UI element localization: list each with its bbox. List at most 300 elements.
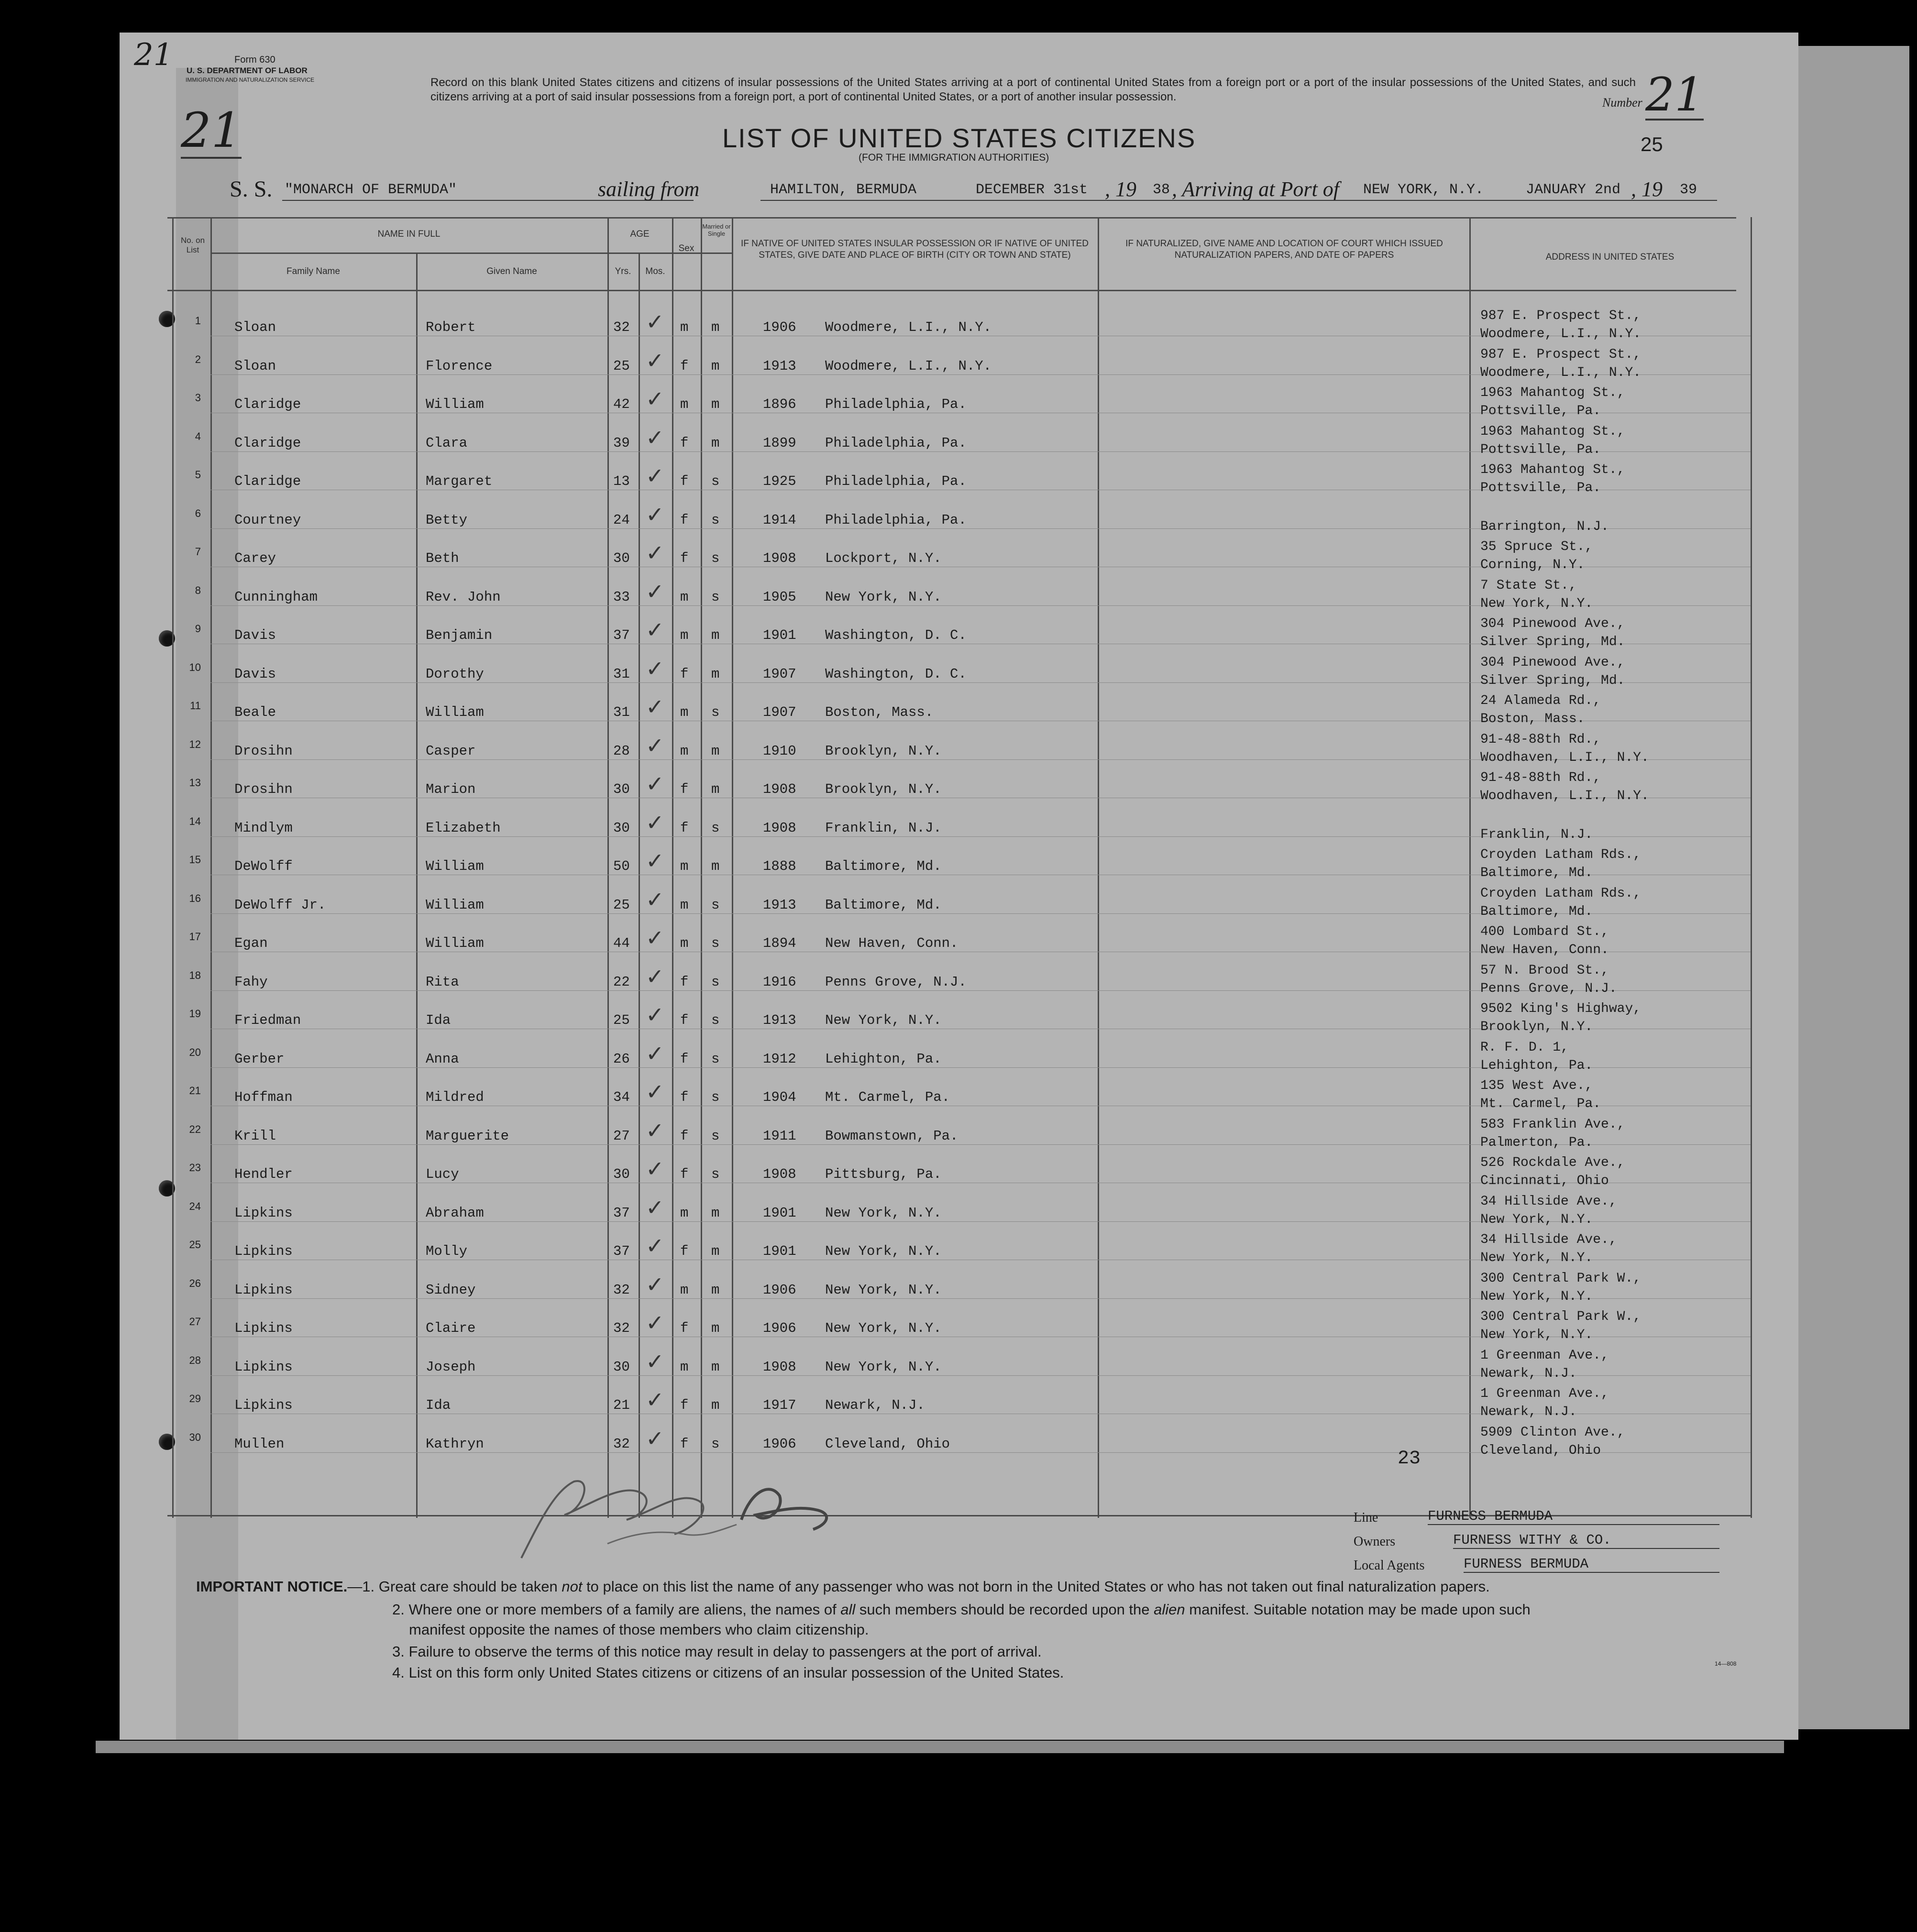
marital-status: m <box>711 781 720 797</box>
line-value: FURNESS BERMUDA <box>1428 1508 1719 1525</box>
birth-place: New York, N.Y. <box>825 1205 942 1221</box>
header-married-single: Married or Single <box>702 223 731 237</box>
given-name: Casper <box>426 743 476 759</box>
birth-place: Lockport, N.Y. <box>825 550 942 566</box>
address-street: 34 Hillside Ave., <box>1480 1194 1617 1209</box>
birth-place: New Haven, Conn. <box>825 935 958 951</box>
sex: f <box>680 974 689 990</box>
sex: m <box>680 743 689 759</box>
row-number: 6 <box>195 507 201 519</box>
age-years: 31 <box>613 666 630 682</box>
address-street: 1963 Mahantog St., <box>1480 424 1625 439</box>
birth-place: Mt. Carmel, Pa. <box>825 1089 950 1105</box>
notice-title: IMPORTANT NOTICE. <box>196 1578 348 1595</box>
family-name: Davis <box>234 666 276 682</box>
age-years: 26 <box>613 1051 630 1067</box>
birth-place: Woodmere, L.I., N.Y. <box>825 319 992 335</box>
address-street: 300 Central Park W., <box>1480 1309 1642 1324</box>
marital-status: s <box>711 935 720 951</box>
address-street: 400 Lombard St., <box>1480 924 1609 939</box>
age-years: 50 <box>613 858 630 874</box>
address-city: Pottsville, Pa. <box>1480 481 1601 495</box>
birth-year: 1904 <box>763 1089 796 1105</box>
birth-year: 1912 <box>763 1051 796 1067</box>
print-code: 14—808 <box>1715 1660 1737 1667</box>
address-city: Mt. Carmel, Pa. <box>1480 1097 1601 1111</box>
age-years: 32 <box>613 1320 630 1336</box>
address-street: 9502 King's Highway, <box>1480 1001 1642 1016</box>
age-years: 44 <box>613 935 630 951</box>
address-street: 91-48-88th Rd., <box>1480 732 1601 747</box>
family-name: Lipkins <box>234 1243 293 1259</box>
notice-item-3: 3. Failure to observe the terms of this notice may result in delay to passengers at the port of arrival. <box>392 1643 1042 1660</box>
birth-year: 1894 <box>763 935 796 951</box>
birth-year: 1914 <box>763 512 796 528</box>
birth-place: Newark, N.J. <box>825 1397 925 1413</box>
age-years: 39 <box>613 435 630 451</box>
sex: f <box>680 1012 689 1028</box>
address-street: 987 E. Prospect St., <box>1480 308 1642 323</box>
address-street: 987 E. Prospect St., <box>1480 347 1642 362</box>
age-years: 34 <box>613 1089 630 1105</box>
handwritten-page-number-small: 21 <box>134 37 173 73</box>
birth-place: Franklin, N.J. <box>825 820 942 836</box>
owners-value: FURNESS WITHY & CO. <box>1453 1532 1719 1549</box>
sailing-from-label: sailing from <box>598 177 700 201</box>
service: IMMIGRATION AND NATURALIZATION SERVICE <box>186 77 315 83</box>
age-years: 31 <box>613 704 630 720</box>
department: U. S. DEPARTMENT OF LABOR <box>187 66 308 75</box>
row-number: 9 <box>195 623 201 635</box>
given-name: Sidney <box>426 1282 476 1298</box>
address-street: 35 Spruce St., <box>1480 539 1593 554</box>
row-number: 27 <box>189 1316 201 1328</box>
birth-year: 1908 <box>763 820 796 836</box>
manifest-page <box>120 33 1798 1740</box>
given-name: Clara <box>426 435 468 451</box>
address-street: 1963 Mahantog St., <box>1480 385 1625 400</box>
check-mark-icon: ✓ <box>646 732 664 758</box>
birth-year: 1901 <box>763 627 796 643</box>
arrive-year: 39 <box>1680 182 1697 198</box>
address-city: Penns Grove, N.J. <box>1480 981 1617 996</box>
given-name: Betty <box>426 512 468 528</box>
age-years: 37 <box>613 1243 630 1259</box>
check-mark-icon: ✓ <box>646 463 664 489</box>
marital-status: s <box>711 704 720 720</box>
birth-place: Washington, D. C. <box>825 666 967 682</box>
marital-status: m <box>711 435 720 451</box>
notice-item-2-continued: manifest opposite the names of those members who claim citizenship. <box>409 1621 869 1638</box>
marital-status: m <box>711 1320 720 1336</box>
port-of-departure: HAMILTON, BERMUDA <box>770 182 917 198</box>
address-street: 300 Central Park W., <box>1480 1271 1642 1286</box>
check-mark-icon: ✓ <box>646 655 664 681</box>
address-city: New Haven, Conn. <box>1480 943 1609 957</box>
row-number: 14 <box>189 815 201 827</box>
row-number: 1 <box>195 315 201 327</box>
sex: m <box>680 319 689 335</box>
address-street: 5909 Clinton Ave., <box>1480 1425 1625 1440</box>
check-mark-icon: ✓ <box>646 1348 664 1374</box>
age-years: 30 <box>613 1359 630 1375</box>
check-mark-icon: ✓ <box>646 1156 664 1182</box>
marital-status: s <box>711 1128 720 1144</box>
row-number: 20 <box>189 1046 201 1058</box>
address-city: New York, N.Y. <box>1480 1212 1593 1227</box>
family-name: Sloan <box>234 358 276 374</box>
marital-status: s <box>711 1012 720 1028</box>
family-name: Carey <box>234 550 276 566</box>
birth-place: Philadelphia, Pa. <box>825 396 967 412</box>
marital-status: s <box>711 550 720 566</box>
given-name: Elizabeth <box>426 820 501 836</box>
check-mark-icon: ✓ <box>646 771 664 797</box>
header-naturalized: IF NATURALIZED, GIVE NAME AND LOCATION OF COURT WHICH ISSUED NATURALIZATION PAPERS, AND DATE OF PAPERS <box>1125 239 1443 260</box>
family-name: Hendler <box>234 1166 293 1182</box>
family-name: Lipkins <box>234 1397 293 1413</box>
birth-year: 1901 <box>763 1205 796 1221</box>
address-street: 57 N. Brood St., <box>1480 963 1609 978</box>
check-mark-icon: ✓ <box>646 540 664 566</box>
birth-place: Philadelphia, Pa. <box>825 473 967 489</box>
address-city: Barrington, N.J. <box>1480 519 1609 534</box>
check-mark-icon: ✓ <box>646 1425 664 1451</box>
given-name: Rev. John <box>426 589 501 605</box>
check-mark-icon: ✓ <box>646 1271 664 1297</box>
birth-year: 1906 <box>763 1320 796 1336</box>
birth-year: 1901 <box>763 1243 796 1259</box>
birth-year: 1908 <box>763 550 796 566</box>
check-mark-icon: ✓ <box>646 309 664 335</box>
given-name: Joseph <box>426 1359 476 1375</box>
age-years: 25 <box>613 358 630 374</box>
birth-year: 1913 <box>763 358 796 374</box>
family-name: Egan <box>234 935 268 951</box>
check-mark-icon: ✓ <box>646 1117 664 1143</box>
birth-place: Pittsburg, Pa. <box>825 1166 942 1182</box>
address-city: Newark, N.J. <box>1480 1405 1577 1419</box>
marital-status: m <box>711 627 720 643</box>
age-years: 27 <box>613 1128 630 1144</box>
address-city: Woodhaven, L.I., N.Y. <box>1480 750 1649 765</box>
family-name: Fahy <box>234 974 268 990</box>
address-city: Cincinnati, Ohio <box>1480 1174 1609 1188</box>
marital-status: s <box>711 974 720 990</box>
sex: f <box>680 512 689 528</box>
marital-status: s <box>711 512 720 528</box>
sex: m <box>680 858 689 874</box>
sex: m <box>680 704 689 720</box>
check-mark-icon: ✓ <box>646 925 664 951</box>
address-city: New York, N.Y. <box>1480 596 1593 611</box>
address-city: Franklin, N.J. <box>1480 827 1593 842</box>
row-number: 28 <box>189 1354 201 1366</box>
age-years: 33 <box>613 589 630 605</box>
sex: m <box>680 1205 689 1221</box>
given-name: Florence <box>426 358 493 374</box>
birth-year: 1899 <box>763 435 796 451</box>
marital-status: s <box>711 897 720 913</box>
birth-place: Cleveland, Ohio <box>825 1436 950 1452</box>
ship-name: "MONARCH OF BERMUDA" <box>285 182 457 198</box>
marital-status: m <box>711 1243 720 1259</box>
row-number: 7 <box>195 546 201 558</box>
row-number: 2 <box>195 353 201 365</box>
address-city: Silver Spring, Md. <box>1480 673 1625 688</box>
sex: m <box>680 589 689 605</box>
birth-year: 1913 <box>763 897 796 913</box>
sex: f <box>680 1128 689 1144</box>
marital-status: s <box>711 1051 720 1067</box>
address-city: Silver Spring, Md. <box>1480 635 1625 649</box>
sex: f <box>680 1436 689 1452</box>
owners-label: Owners <box>1354 1534 1396 1549</box>
birth-place: New York, N.Y. <box>825 1012 942 1028</box>
family-name: Hoffman <box>234 1089 293 1105</box>
marital-status: s <box>711 1166 720 1182</box>
address-city: Baltimore, Md. <box>1480 904 1593 919</box>
check-mark-icon: ✓ <box>646 501 664 527</box>
marital-status: m <box>711 1359 720 1375</box>
row-number: 12 <box>189 738 201 750</box>
check-mark-icon: ✓ <box>646 1002 664 1028</box>
check-mark-icon: ✓ <box>646 1387 664 1413</box>
family-name: Mullen <box>234 1436 285 1452</box>
age-years: 22 <box>613 974 630 990</box>
address-city: Lehighton, Pa. <box>1480 1058 1593 1073</box>
sex: m <box>680 1282 689 1298</box>
birth-place: Brooklyn, N.Y. <box>825 743 942 759</box>
row-number: 30 <box>189 1431 201 1443</box>
check-mark-icon: ✓ <box>646 1079 664 1105</box>
given-name: Claire <box>426 1320 476 1336</box>
birth-year: 1907 <box>763 704 796 720</box>
number-label: Number <box>1602 96 1642 110</box>
birth-year: 1906 <box>763 319 796 335</box>
row-number: 26 <box>189 1277 201 1289</box>
header-family-name: Family Name <box>286 266 340 276</box>
row-number: 18 <box>189 969 201 981</box>
address-street: 7 State St., <box>1480 578 1577 593</box>
sex: f <box>680 1320 689 1336</box>
birth-place: New York, N.Y. <box>825 1359 942 1375</box>
age-years: 30 <box>613 1166 630 1182</box>
marital-status: m <box>711 319 720 335</box>
marital-status: m <box>711 358 720 374</box>
given-name: Beth <box>426 550 459 566</box>
family-name: Courtney <box>234 512 301 528</box>
row-number: 5 <box>195 469 201 481</box>
family-name: Drosihn <box>234 781 293 797</box>
given-name: William <box>426 704 484 720</box>
address-city: New York, N.Y. <box>1480 1328 1593 1342</box>
birth-year: 1917 <box>763 1397 796 1413</box>
birth-year: 1908 <box>763 1359 796 1375</box>
family-name: Claridge <box>234 435 301 451</box>
address-city: Boston, Mass. <box>1480 712 1585 726</box>
row-number: 16 <box>189 892 201 904</box>
family-name: Gerber <box>234 1051 285 1067</box>
given-name: Molly <box>426 1243 468 1259</box>
address-street: 34 Hillside Ave., <box>1480 1232 1617 1247</box>
sex: f <box>680 1051 689 1067</box>
sex: f <box>680 781 689 797</box>
given-name: Ida <box>426 1012 451 1028</box>
total-count: 23 <box>1398 1448 1421 1470</box>
birth-year: 1888 <box>763 858 796 874</box>
local-agents-label: Local Agents <box>1354 1558 1425 1573</box>
local-agents-value: FURNESS BERMUDA <box>1464 1556 1719 1573</box>
age-years: 37 <box>613 1205 630 1221</box>
age-years: 32 <box>613 319 630 335</box>
sex: f <box>680 550 689 566</box>
address-street: 583 Franklin Ave., <box>1480 1117 1625 1132</box>
sex: f <box>680 1243 689 1259</box>
birth-place: Boston, Mass. <box>825 704 934 720</box>
given-name: Rita <box>426 974 459 990</box>
family-name: DeWolff Jr. <box>234 897 326 913</box>
stamp-number: 25 <box>1641 133 1663 155</box>
instruction-text: Record on this blank United States citizens and citizens of insular possessions of the United States arriving at a port of continental United States from a foreign port or a port of the insular possessions of the United States, and such citizens arriving at a port of said insular possessions from a foreign port, a port of continental United States, or a port of another insular possession. <box>430 76 1636 103</box>
address-street: 526 Rockdale Ave., <box>1480 1155 1625 1170</box>
paper-edge <box>96 1741 1784 1753</box>
birth-place: New York, N.Y. <box>825 1320 942 1336</box>
given-name: Mildred <box>426 1089 484 1105</box>
birth-place: Brooklyn, N.Y. <box>825 781 942 797</box>
check-mark-icon: ✓ <box>646 694 664 720</box>
arriving-label: , Arriving at Port of <box>1172 177 1339 201</box>
row-number: 21 <box>189 1085 201 1097</box>
family-name: Sloan <box>234 319 276 335</box>
address-street: Croyden Latham Rds., <box>1480 847 1642 862</box>
header-name-in-full: NAME IN FULL <box>377 229 441 239</box>
notice-item-4: 4. List on this form only United States citizens or citizens of an insular possession of the United States. <box>392 1664 1064 1681</box>
given-name: Ida <box>426 1397 451 1413</box>
row-number: 22 <box>189 1123 201 1135</box>
birth-year: 1925 <box>763 473 796 489</box>
check-mark-icon: ✓ <box>646 809 664 835</box>
address-street: 304 Pinewood Ave., <box>1480 655 1625 670</box>
ss-label: S. S. <box>230 176 273 202</box>
address-city: Woodhaven, L.I., N.Y. <box>1480 789 1649 803</box>
row-number: 13 <box>189 777 201 789</box>
row-number: 19 <box>189 1008 201 1020</box>
birth-year: 1910 <box>763 743 796 759</box>
family-name: DeWolff <box>234 858 293 874</box>
address-city: Pottsville, Pa. <box>1480 404 1601 418</box>
given-name: Dorothy <box>426 666 484 682</box>
notice-item-1: IMPORTANT NOTICE.—1. Great care should be taken not to place on this list the name of any passenger who was not born in the United States or who has not taken out final naturalization papers. <box>196 1578 1490 1595</box>
marital-status: s <box>711 473 720 489</box>
arrive-year-prefix: , 19 <box>1631 177 1663 201</box>
age-years: 30 <box>613 781 630 797</box>
birth-place: New York, N.Y. <box>825 1243 942 1259</box>
given-name: William <box>426 935 484 951</box>
line-label: Line <box>1354 1510 1378 1525</box>
birth-year: 1906 <box>763 1282 796 1298</box>
address-street: 91-48-88th Rd., <box>1480 770 1601 785</box>
marital-status: m <box>711 1282 720 1298</box>
birth-place: Philadelphia, Pa. <box>825 512 967 528</box>
age-years: 30 <box>613 550 630 566</box>
check-mark-icon: ✓ <box>646 617 664 643</box>
birth-year: 1896 <box>763 396 796 412</box>
check-mark-icon: ✓ <box>646 886 664 912</box>
family-name: Davis <box>234 627 276 643</box>
header-given-name: Given Name <box>486 266 537 276</box>
marital-status: m <box>711 1205 720 1221</box>
address-city: New York, N.Y. <box>1480 1251 1593 1265</box>
row-number: 4 <box>195 430 201 442</box>
address-city: Pottsville, Pa. <box>1480 442 1601 457</box>
family-name: Cunningham <box>234 589 318 605</box>
header-sex: Sex <box>678 243 694 253</box>
age-years: 25 <box>613 897 630 913</box>
row-number: 23 <box>189 1162 201 1174</box>
sex: f <box>680 473 689 489</box>
sex: m <box>680 1359 689 1375</box>
given-name: Kathryn <box>426 1436 484 1452</box>
check-mark-icon: ✓ <box>646 386 664 412</box>
given-name: Marion <box>426 781 476 797</box>
row-number: 10 <box>189 661 201 673</box>
handwritten-signature <box>512 1462 847 1568</box>
header-months: Mos. <box>645 266 665 276</box>
header-list-number: No. on List <box>180 236 205 254</box>
marital-status: m <box>711 1397 720 1413</box>
row-number: 8 <box>195 584 201 596</box>
sex: f <box>680 666 689 682</box>
family-name: Friedman <box>234 1012 301 1028</box>
birth-year: 1916 <box>763 974 796 990</box>
age-years: 32 <box>613 1436 630 1452</box>
sex: m <box>680 897 689 913</box>
address-street: 1 Greenman Ave., <box>1480 1348 1609 1363</box>
birth-place: Bowmanstown, Pa. <box>825 1128 958 1144</box>
row-number: 24 <box>189 1200 201 1212</box>
given-name: Anna <box>426 1051 459 1067</box>
check-mark-icon: ✓ <box>646 1194 664 1220</box>
check-mark-icon: ✓ <box>646 347 664 373</box>
address-city: Corning, N.Y. <box>1480 558 1585 572</box>
sex: m <box>680 935 689 951</box>
row-number: 29 <box>189 1393 201 1405</box>
birth-place: Woodmere, L.I., N.Y. <box>825 358 992 374</box>
family-name: Lipkins <box>234 1282 293 1298</box>
given-name: Abraham <box>426 1205 484 1221</box>
address-street: Croyden Latham Rds., <box>1480 886 1642 901</box>
page-title: LIST OF UNITED STATES CITIZENS <box>722 123 1196 153</box>
family-name: Lipkins <box>234 1205 293 1221</box>
sex: m <box>680 396 689 412</box>
check-mark-icon: ✓ <box>646 1040 664 1066</box>
sail-year: 38 <box>1153 182 1170 198</box>
check-mark-icon: ✓ <box>646 848 664 874</box>
birth-year: 1907 <box>763 666 796 682</box>
address-city: Palmerton, Pa. <box>1480 1135 1593 1150</box>
birth-place: Baltimore, Md. <box>825 858 942 874</box>
check-mark-icon: ✓ <box>646 578 664 604</box>
row-number: 3 <box>195 392 201 404</box>
address-street: 1963 Mahantog St., <box>1480 462 1625 477</box>
address-city: New York, N.Y. <box>1480 1289 1593 1304</box>
notice-item-2: 2. Where one or more members of a family are aliens, the names of all such members should be recorded upon the alien manifest. Suitable notation may be made upon such <box>392 1601 1531 1618</box>
given-name: Lucy <box>426 1166 459 1182</box>
birth-year: 1913 <box>763 1012 796 1028</box>
given-name: William <box>426 897 484 913</box>
family-name: Claridge <box>234 396 301 412</box>
